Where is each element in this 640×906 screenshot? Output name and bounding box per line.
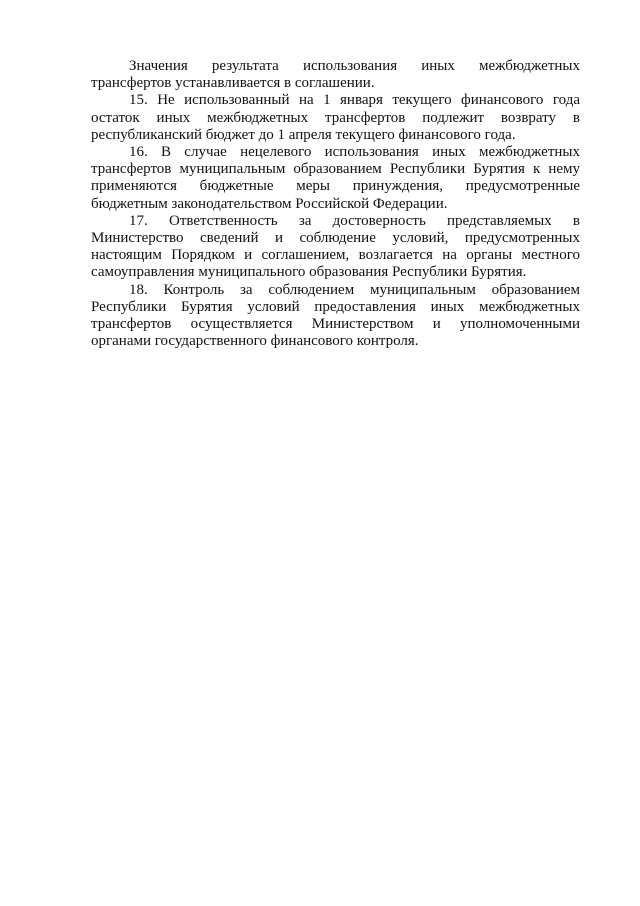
- paragraph-17-responsibility: 17. Ответственность за достоверность представляемых в Министерство сведений и соблюдение условий, предусмотренных настоящим Порядком и соглашением, возлагается на органы местного самоуправления муниципального образования Республики Бурятия.: [91, 212, 580, 281]
- paragraph-18-control: 18. Контроль за соблюдением муниципальным образованием Республики Бурятия условий предоставления иных межбюджетных трансфертов осуществляется Министерством и уполномоченными органами государственного финансового контроля.: [91, 281, 580, 350]
- paragraph-15-unused-balance: 15. Не использованный на 1 января текущего финансового года остаток иных межбюджетных трансфертов подлежит возврату в республиканский бюджет до 1 апреля текущего финансового года.: [91, 92, 580, 143]
- paragraph-result-values: Значения результата использования иных межбюджетных трансфертов устанавливается в соглашении.: [91, 58, 580, 92]
- document-body: [91, 58, 580, 350]
- paragraph-16-misuse: 16. В случае нецелевого использования иных межбюджетных трансфертов муниципальным образованием Республики Бурятия к нему применяются бюджетные меры принуждения, предусмотренные бюджетным законодательством Российской Федерации.: [91, 144, 580, 212]
